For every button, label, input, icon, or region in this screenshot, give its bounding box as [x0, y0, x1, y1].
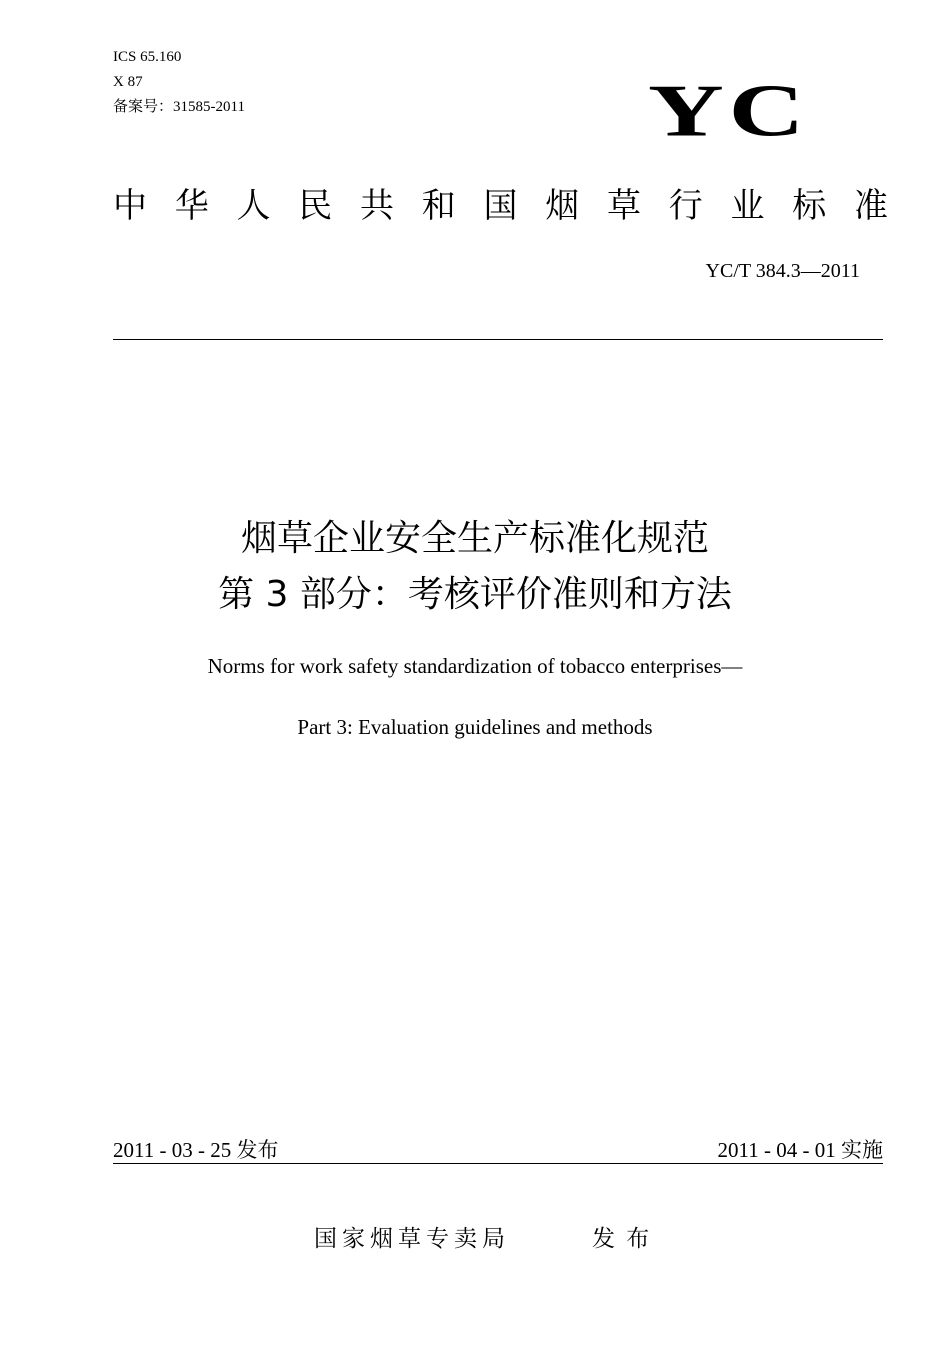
standard-number: YC/T 384.3—2011 — [705, 260, 860, 282]
banner-char: 和 — [421, 186, 456, 226]
banner-char: 人 — [236, 186, 271, 226]
filing-number: 备案号：31585-2011 — [113, 99, 245, 115]
implementation-date: 2011 - 04 - 01 实施 — [717, 1138, 883, 1162]
issue-action: 发 布 — [592, 1226, 652, 1252]
banner-char: 标 — [792, 186, 827, 226]
banner-char: 业 — [730, 186, 765, 226]
banner-char: 中 — [113, 186, 147, 226]
title-en-line2: Part 3: Evaluation guidelines and methods — [297, 715, 653, 739]
ics-code: ICS 65.160 — [113, 49, 182, 65]
title-en-line1: Norms for work safety standardization of tobacco enterprises— — [207, 654, 743, 678]
header-divider — [113, 339, 883, 340]
title-cn-line2: 第 3 部分：考核评价准则和方法 — [218, 574, 732, 615]
standard-banner — [113, 184, 888, 228]
footer-divider — [113, 1163, 883, 1164]
banner-char: 华 — [174, 186, 209, 226]
banner-char: 行 — [668, 186, 703, 226]
classification-code: X 87 — [113, 74, 143, 90]
issuing-authority: 国家烟草专卖局 — [314, 1226, 510, 1252]
banner-char: 共 — [360, 186, 394, 226]
banner-char: 民 — [298, 186, 333, 226]
title-cn-line1: 烟草企业安全生产标准化规范 — [240, 518, 709, 559]
banner-char: 烟 — [545, 186, 580, 226]
banner-char: 准 — [854, 186, 888, 226]
banner-char: 草 — [607, 186, 641, 226]
issue-date: 2011 - 03 - 25 发布 — [113, 1138, 279, 1162]
banner-char: 国 — [483, 186, 518, 226]
yc-logo: YC — [648, 69, 810, 152]
